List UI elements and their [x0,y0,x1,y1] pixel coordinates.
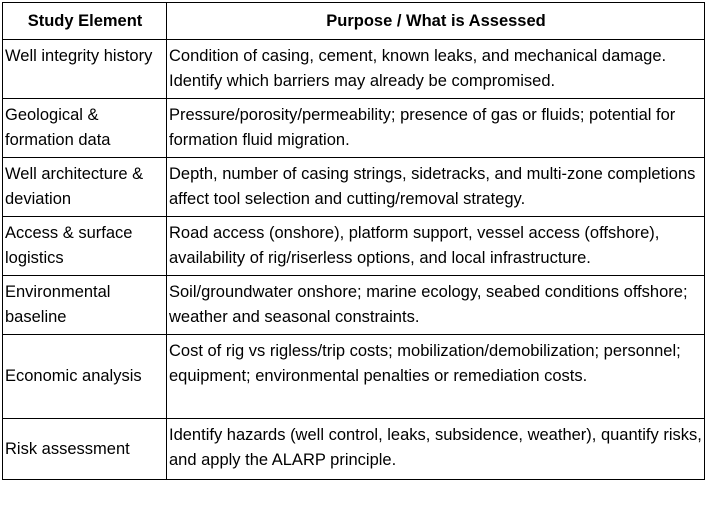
purpose-cell: Pressure/porosity/permeability; presence of gas or fluids; potential for formation fluid migration. [167,99,705,158]
study-element-cell: Well architecture & deviation [3,158,167,217]
purpose-cell: Soil/groundwater onshore; marine ecology, seabed conditions offshore; weather and seasonal constraints. [167,276,705,335]
purpose-cell: Identify hazards (well control, leaks, subsidence, weather), quantify risks, and apply the ALARP principle. [167,419,705,480]
table-header-row [3,3,705,40]
study-element-cell: Access & surface logistics [3,217,167,276]
table-row [3,158,705,217]
study-element-cell: Economic analysis [3,335,167,419]
table-row [3,276,705,335]
table-row [3,40,705,99]
purpose-cell: Condition of casing, cement, known leaks, and mechanical damage. Identify which barriers may already be compromised. [167,40,705,99]
study-element-cell: Environmental baseline [3,276,167,335]
table-row [3,99,705,158]
study-element-cell: Geological & formation data [3,99,167,158]
purpose-cell: Road access (onshore), platform support, vessel access (offshore), availability of rig/riserless options, and local infrastructure. [167,217,705,276]
table-row [3,217,705,276]
study-elements-table [2,2,705,480]
table-row [3,419,705,480]
header-study-element: Study Element [3,3,167,40]
study-element-cell: Well integrity history [3,40,167,99]
study-element-cell: Risk assessment [3,419,167,480]
purpose-cell: Depth, number of casing strings, sidetracks, and multi-zone completions affect tool selection and cutting/removal strategy. [167,158,705,217]
header-purpose: Purpose / What is Assessed [167,3,705,40]
table-row [3,335,705,419]
purpose-cell: Cost of rig vs rigless/trip costs; mobilization/demobilization; personnel; equipment; environmental penalties or remediation costs. [167,335,705,419]
